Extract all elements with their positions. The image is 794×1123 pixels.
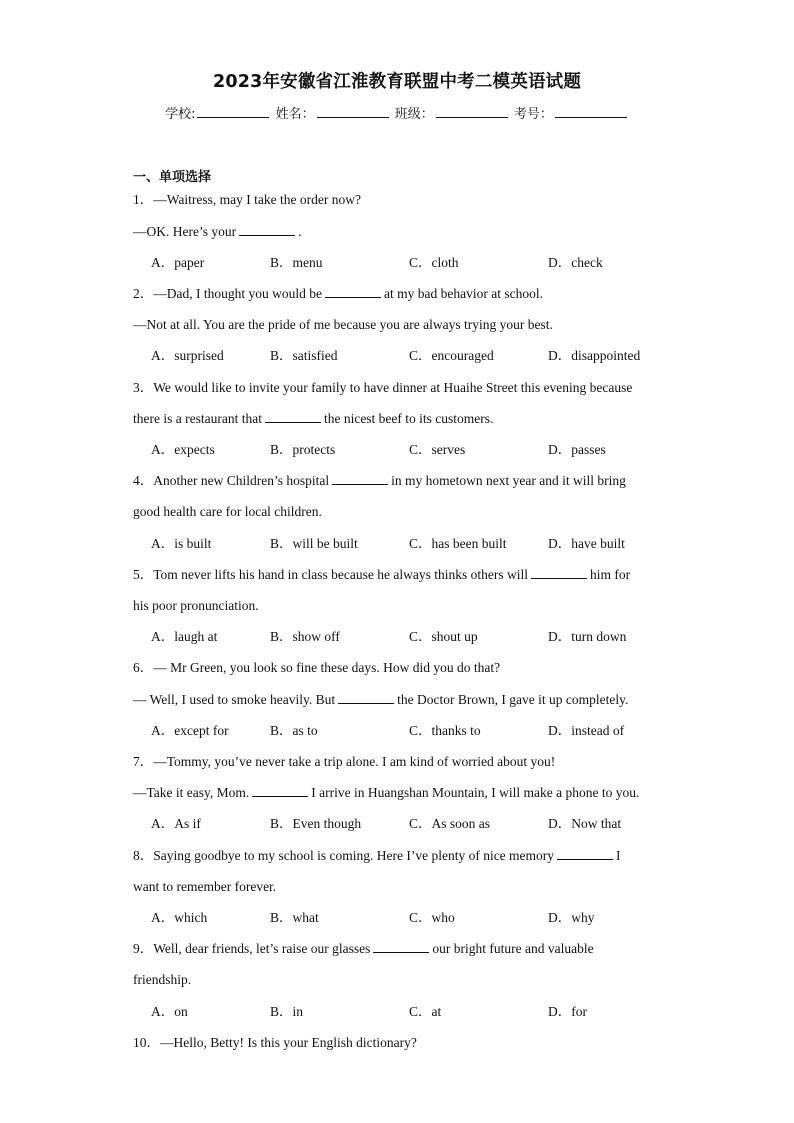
q3-option-c[interactable]: C．serves <box>409 442 466 457</box>
q7-option-d[interactable]: D．Now that <box>548 816 622 831</box>
answer-blank[interactable] <box>239 223 295 236</box>
question-4-line2: good health care for local children. <box>133 504 322 519</box>
answer-blank[interactable] <box>252 784 308 797</box>
q9-option-b[interactable]: B．in <box>270 1004 304 1019</box>
q3-option-b[interactable]: B．protects <box>270 442 336 457</box>
school-blank[interactable] <box>197 105 269 118</box>
question-5-line2: his poor pronunciation. <box>133 598 259 613</box>
q1-text-b: . <box>298 224 302 239</box>
q5-text-a: 5．Tom never lifts his hand in class because he always thinks others will <box>133 567 528 582</box>
question-9-stem <box>133 940 594 958</box>
q9-text-a: 9．Well, dear friends, let’s raise our glasses <box>133 941 371 956</box>
answer-blank[interactable] <box>265 410 321 423</box>
q6-option-b[interactable]: B．as to <box>270 723 318 738</box>
question-2-stem <box>133 285 543 303</box>
page-title: 2023年安徽省江淮教育联盟中考二模英语试题 <box>212 72 582 92</box>
q1-option-a[interactable]: A．paper <box>151 255 205 270</box>
q2-option-b[interactable]: B．satisfied <box>270 348 338 363</box>
q6-option-d[interactable]: D．instead of <box>548 723 625 738</box>
q7-option-b[interactable]: B．Even though <box>270 816 362 831</box>
q2-text-b: at my bad behavior at school. <box>383 286 543 301</box>
q4-option-a[interactable]: A．is built <box>151 536 212 551</box>
name-blank[interactable] <box>317 105 389 118</box>
q2-text-a: 2．—Dad, I thought you would be <box>133 286 322 301</box>
q5-text-b: him for <box>589 567 631 582</box>
question-10-stem: 10．—Hello, Betty! Is this your English dictionary? <box>133 1035 417 1050</box>
question-4-stem <box>133 472 626 490</box>
question-5-stem <box>133 566 630 584</box>
q4-option-d[interactable]: D．have built <box>548 536 625 551</box>
q4-text-b: in my hometown next year and it will bring <box>391 473 626 488</box>
question-1-stem: 1．—Waitress, may I take the order now? <box>133 192 361 207</box>
q2-option-d[interactable]: D．disappointed <box>548 348 641 363</box>
class-label: 班级： <box>394 107 434 122</box>
q8-option-b[interactable]: B．what <box>270 910 319 925</box>
q5-option-a[interactable]: A．laugh at <box>151 629 218 644</box>
answer-blank[interactable] <box>531 566 587 579</box>
q8-option-c[interactable]: C．who <box>409 910 455 925</box>
answer-blank[interactable] <box>332 472 388 485</box>
answer-blank[interactable] <box>325 285 381 298</box>
question-3-line2 <box>133 410 493 428</box>
q9-option-d[interactable]: D．for <box>548 1004 587 1019</box>
q9-option-c[interactable]: C．at <box>409 1004 442 1019</box>
q6-option-c[interactable]: C．thanks to <box>409 723 481 738</box>
q1-text-a: —OK. Here’s your <box>133 224 237 239</box>
answer-blank[interactable] <box>373 940 429 953</box>
question-9-line2: friendship. <box>133 972 192 987</box>
student-info-line <box>0 103 794 122</box>
q4-option-b[interactable]: B．will be built <box>270 536 358 551</box>
q9-option-a[interactable]: A．on <box>151 1004 188 1019</box>
name-label: 姓名： <box>275 107 315 122</box>
q8-text-a: 8．Saying goodbye to my school is coming. Here I’ve plenty of nice memory <box>133 848 555 863</box>
q2-option-c[interactable]: C．encouraged <box>409 348 494 363</box>
question-7-stem: 7．—Tommy, you’ve never take a trip alone. I am kind of worried about you! <box>133 754 556 769</box>
question-8-stem <box>133 847 621 865</box>
question-2-line2: —Not at all. You are the pride of me because you are always trying your best. <box>133 317 553 332</box>
q8-option-a[interactable]: A．which <box>151 910 208 925</box>
q3-text-a: there is a restaurant that <box>133 411 262 426</box>
q8-option-d[interactable]: D．why <box>548 910 595 925</box>
question-1-line2 <box>133 223 301 241</box>
q5-option-b[interactable]: B．show off <box>270 629 340 644</box>
q6-text-a: — Well, I used to smoke heavily. But <box>133 692 336 707</box>
question-8-line2: want to remember forever. <box>133 879 277 894</box>
q6-text-b: the Doctor Brown, I gave it up completely. <box>397 692 629 707</box>
q4-text-a: 4．Another new Children’s hospital <box>133 473 330 488</box>
q4-option-c[interactable]: C．has been built <box>409 536 507 551</box>
section-heading: 一、单项选择 <box>133 170 212 185</box>
school-label: 学校: <box>165 107 196 122</box>
q3-option-a[interactable]: A．expects <box>151 442 215 457</box>
q1-option-d[interactable]: D．check <box>548 255 603 270</box>
q8-text-b: I <box>616 848 621 863</box>
question-3-stem: 3．We would like to invite your family to have dinner at Huaihe Street this evening because <box>133 380 633 395</box>
q3-text-b: the nicest beef to its customers. <box>323 411 494 426</box>
answer-blank[interactable] <box>557 847 613 860</box>
class-blank[interactable] <box>436 105 508 118</box>
number-blank[interactable] <box>555 105 627 118</box>
q2-option-a[interactable]: A．surprised <box>151 348 224 363</box>
number-label: 考号： <box>513 107 553 122</box>
q7-text-a: —Take it easy, Mom. <box>133 785 250 800</box>
question-7-line2 <box>133 784 639 802</box>
answer-blank[interactable] <box>338 691 394 704</box>
q5-option-d[interactable]: D．turn down <box>548 629 627 644</box>
question-6-stem: 6．— Mr Green, you look so fine these days. How did you do that? <box>133 660 501 675</box>
q7-option-c[interactable]: C．As soon as <box>409 816 491 831</box>
q6-option-a[interactable]: A．except for <box>151 723 229 738</box>
q7-option-a[interactable]: A．As if <box>151 816 201 831</box>
q5-option-c[interactable]: C．shout up <box>409 629 478 644</box>
q7-text-b: I arrive in Huangshan Mountain, I will make a phone to you. <box>311 785 640 800</box>
q1-option-c[interactable]: C．cloth <box>409 255 459 270</box>
question-6-line2 <box>133 691 628 709</box>
q3-option-d[interactable]: D．passes <box>548 442 606 457</box>
q1-option-b[interactable]: B．menu <box>270 255 323 270</box>
q9-text-b: our bright future and valuable <box>432 941 594 956</box>
